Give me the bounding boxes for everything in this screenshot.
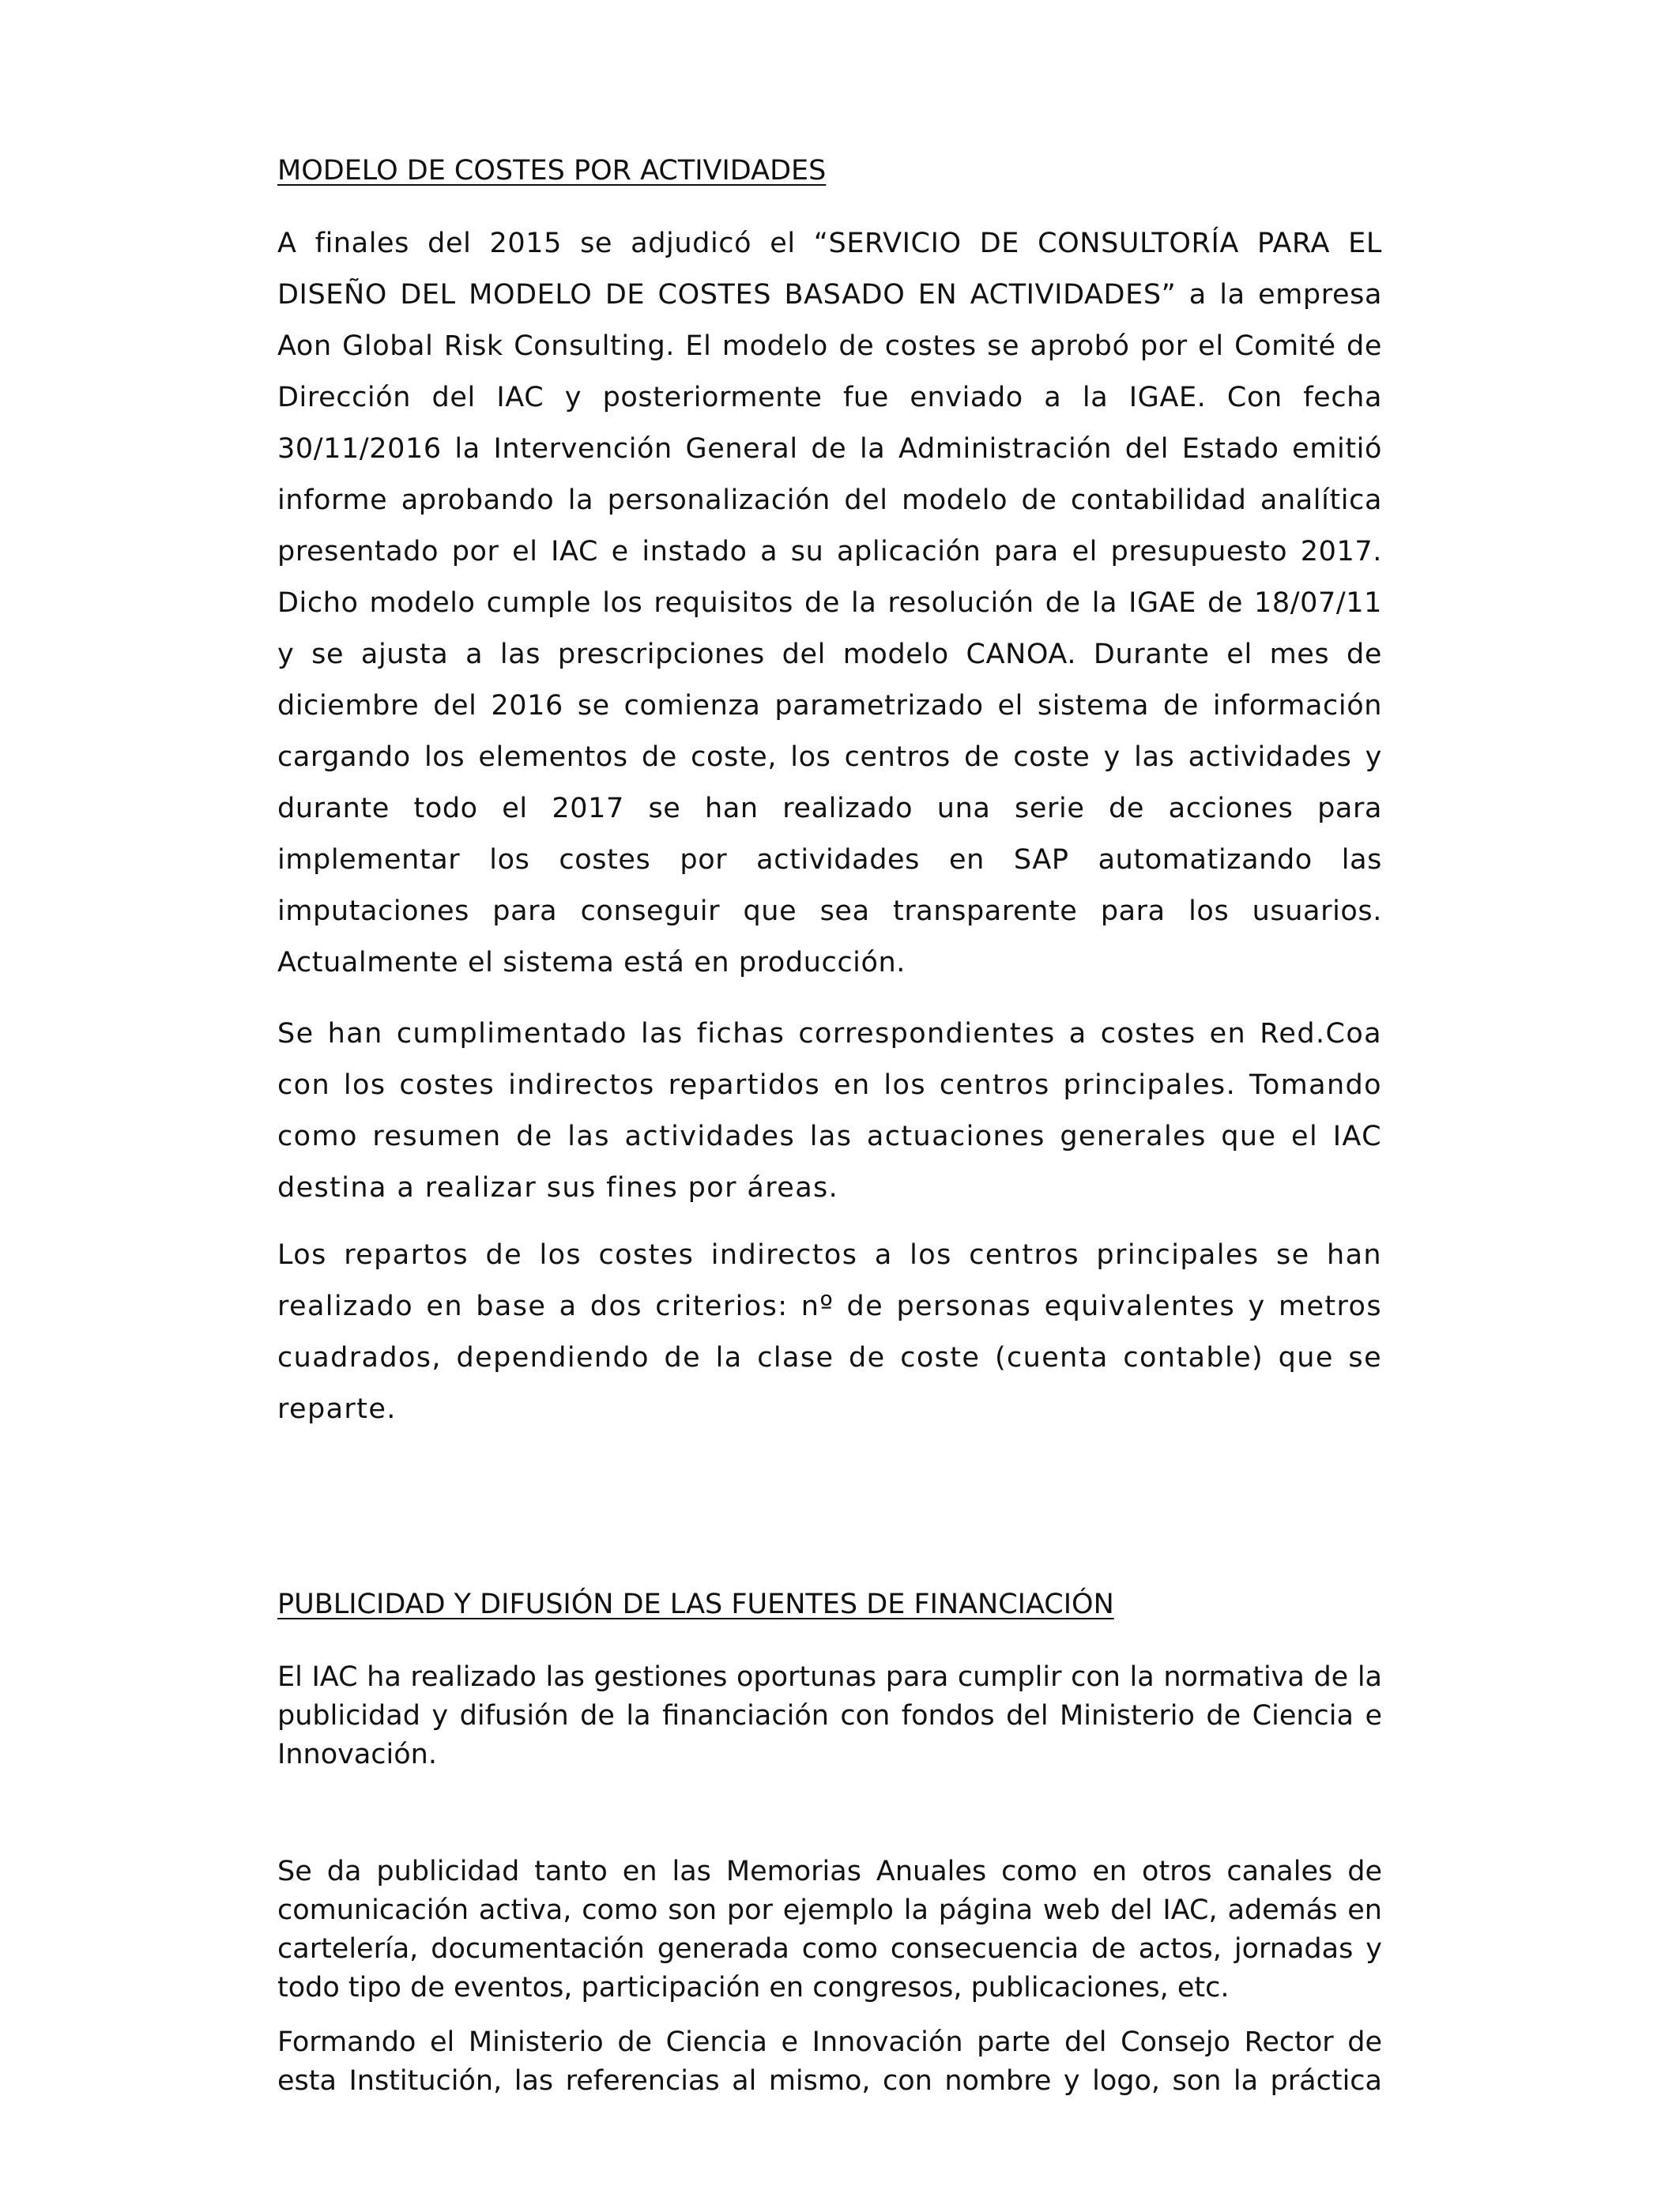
paragraph: Formando el Ministerio de Ciencia e Innovación parte del Consejo Rector de esta Institución, las referencias al mismo, con nombre y logo, son la práctica	[277, 2026, 1382, 2097]
paragraph-block	[277, 1853, 1382, 2007]
paragraph-block	[277, 1658, 1382, 1774]
paragraph: A finales del 2015 se adjudicó el “SERVICIO DE CONSULTORÍA PARA EL DISEÑO DEL MODELO DE COSTES BASADO EN ACTIVIDADES” a la empresa Aon Global Risk Consulting. El modelo de costes se aprobó por el Comité de Dirección del IAC y posteriormente fue enviado a la IGAE. Con fecha 30/11/2016 la Intervención General de la Administración del Estado emitió informe aprobando la personalización del modelo de contabilidad analítica presentado por el IAC e instado a su aplicación para el presupuesto 2017. Dicho modelo cumple los requisitos de la resolución de la IGAE de 18/07/11 y se ajusta a las prescripciones del modelo CANOA. Durante el mes de diciembre del 2016 se comienza parametrizado el sistema de información cargando los elementos de coste, los centros de coste y las actividades y durante todo el 2017 se han realizado una serie de acciones para implementar los costes por actividades en SAP automatizando las imputaciones para conseguir que sea transparente para los usuarios. Actualmente el sistema está en producción.	[277, 228, 1382, 978]
paragraph: El IAC ha realizado las gestiones oportunas para cumplir con la normativa de la publicidad y difusión de la financiación con fondos del Ministerio de Ciencia e Innovación.	[277, 1661, 1382, 1770]
section-costes-actividades	[277, 155, 1382, 187]
section-heading: MODELO DE COSTES POR ACTIVIDADES	[277, 155, 827, 187]
paragraph-block	[277, 1230, 1382, 1435]
paragraph-block	[277, 2023, 1382, 2101]
paragraph: Se han cumplimentado las fichas correspondientes a costes en Red.Coa con los costes indirectos repartidos en los centros principales. Tomando como resumen de las actividades las actuaciones generales que el IAC destina a realizar sus fines por áreas.	[277, 1018, 1382, 1204]
section-costes-actividades-body	[277, 218, 1382, 989]
paragraph: Los repartos de los costes indirectos a los centros principales se han realizado en base a dos criterios: nº de personas equivalentes y metros cuadrados, dependiendo de la clase de coste (cuenta contable) que se reparte.	[277, 1239, 1382, 1425]
paragraph: Se da publicidad tanto en las Memorias Anuales como en otros canales de comunicación activa, como son por ejemplo la página web del IAC, además en cartelería, documentación generada como consecuencia de actos, jornadas y todo tipo de eventos, participación en congresos, publicaciones, etc.	[277, 1856, 1382, 2004]
section-publicidad-difusion	[277, 1589, 1382, 1620]
section-heading: PUBLICIDAD Y DIFUSIÓN DE LAS FUENTES DE FINANCIACIÓN	[277, 1589, 1114, 1620]
paragraph-block	[277, 1008, 1382, 1214]
